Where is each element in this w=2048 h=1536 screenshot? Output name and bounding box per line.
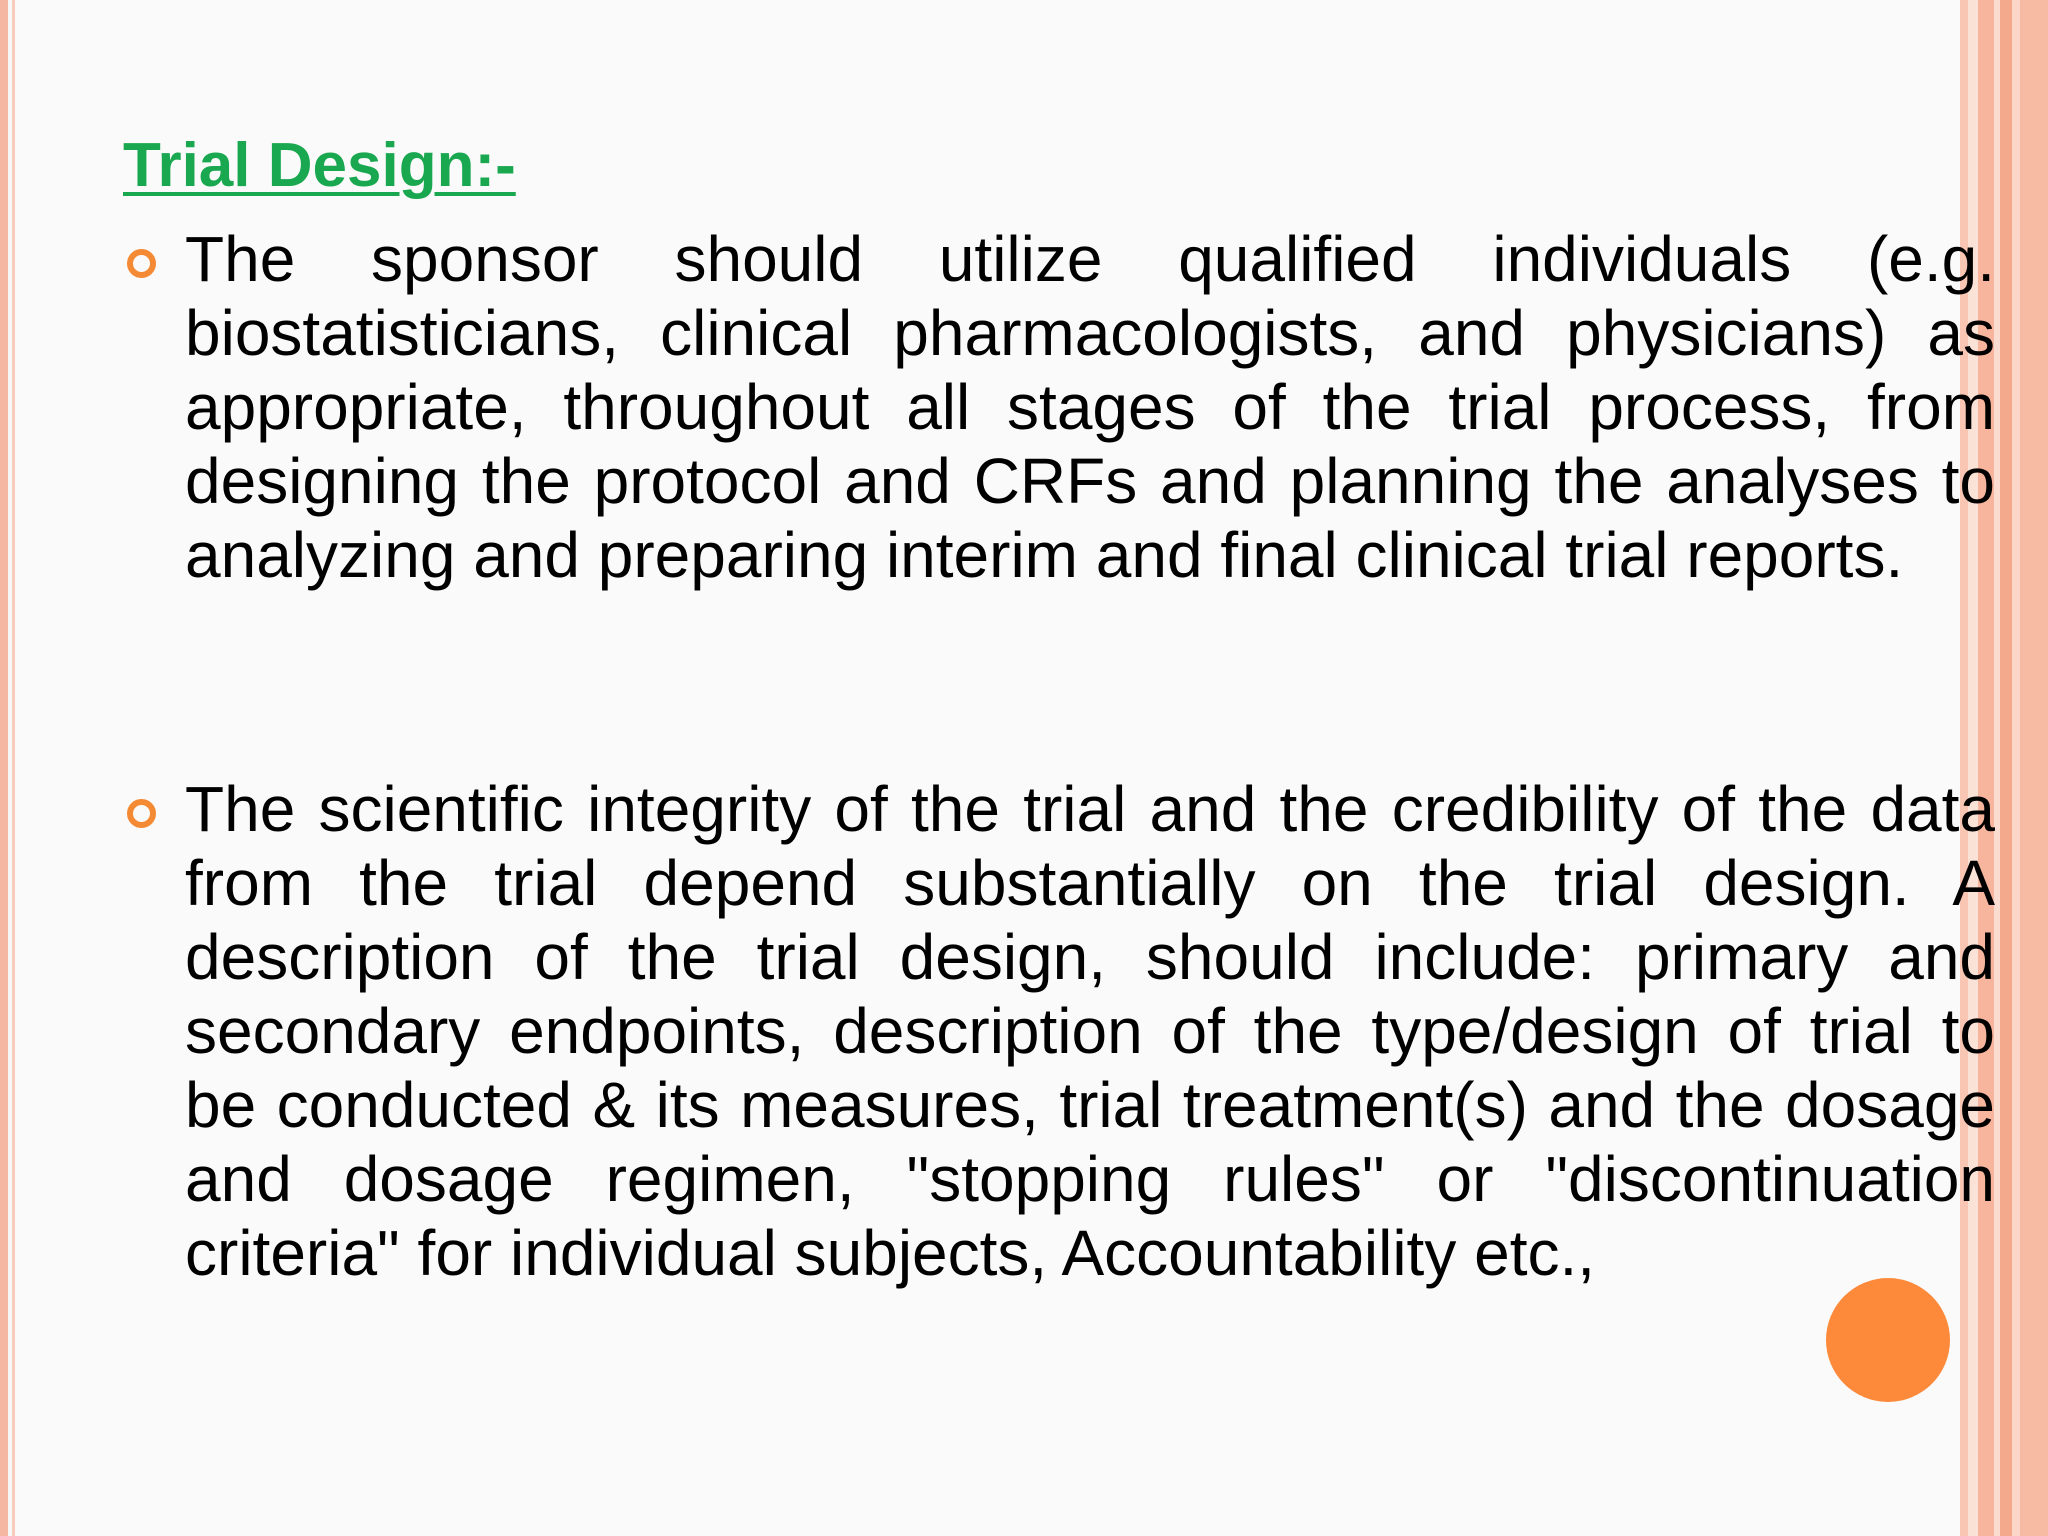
slide-title: Trial Design:- — [123, 131, 516, 200]
decorative-orange-circle — [1826, 1278, 1950, 1402]
circle-bullet-icon — [127, 799, 156, 828]
circle-bullet-icon — [127, 249, 156, 278]
left-border-stripe — [0, 0, 8, 1536]
bullet-text-1: The sponsor should utilize qualified individuals (e.g. biostatisticians, clinical pharmacologists, and physicians) as appropriate, throughout all stages of the trial process, from designing the protocol and CRFs and planning the analyses to analyzing and preparing interim and final clinical trial reports. — [185, 223, 1995, 591]
bullet-text-2: The scientific integrity of the trial and the credibility of the data from the trial depend substantially on the trial design. A description of the trial design, should include: primary and secondary endpoints, description of the type/design of trial to be conducted & its measures, trial treatment(s) and the dosage and dosage regimen, "stopping rules" or "discontinuation criteria" for individual subjects, Accountability etc., — [185, 773, 1995, 1289]
